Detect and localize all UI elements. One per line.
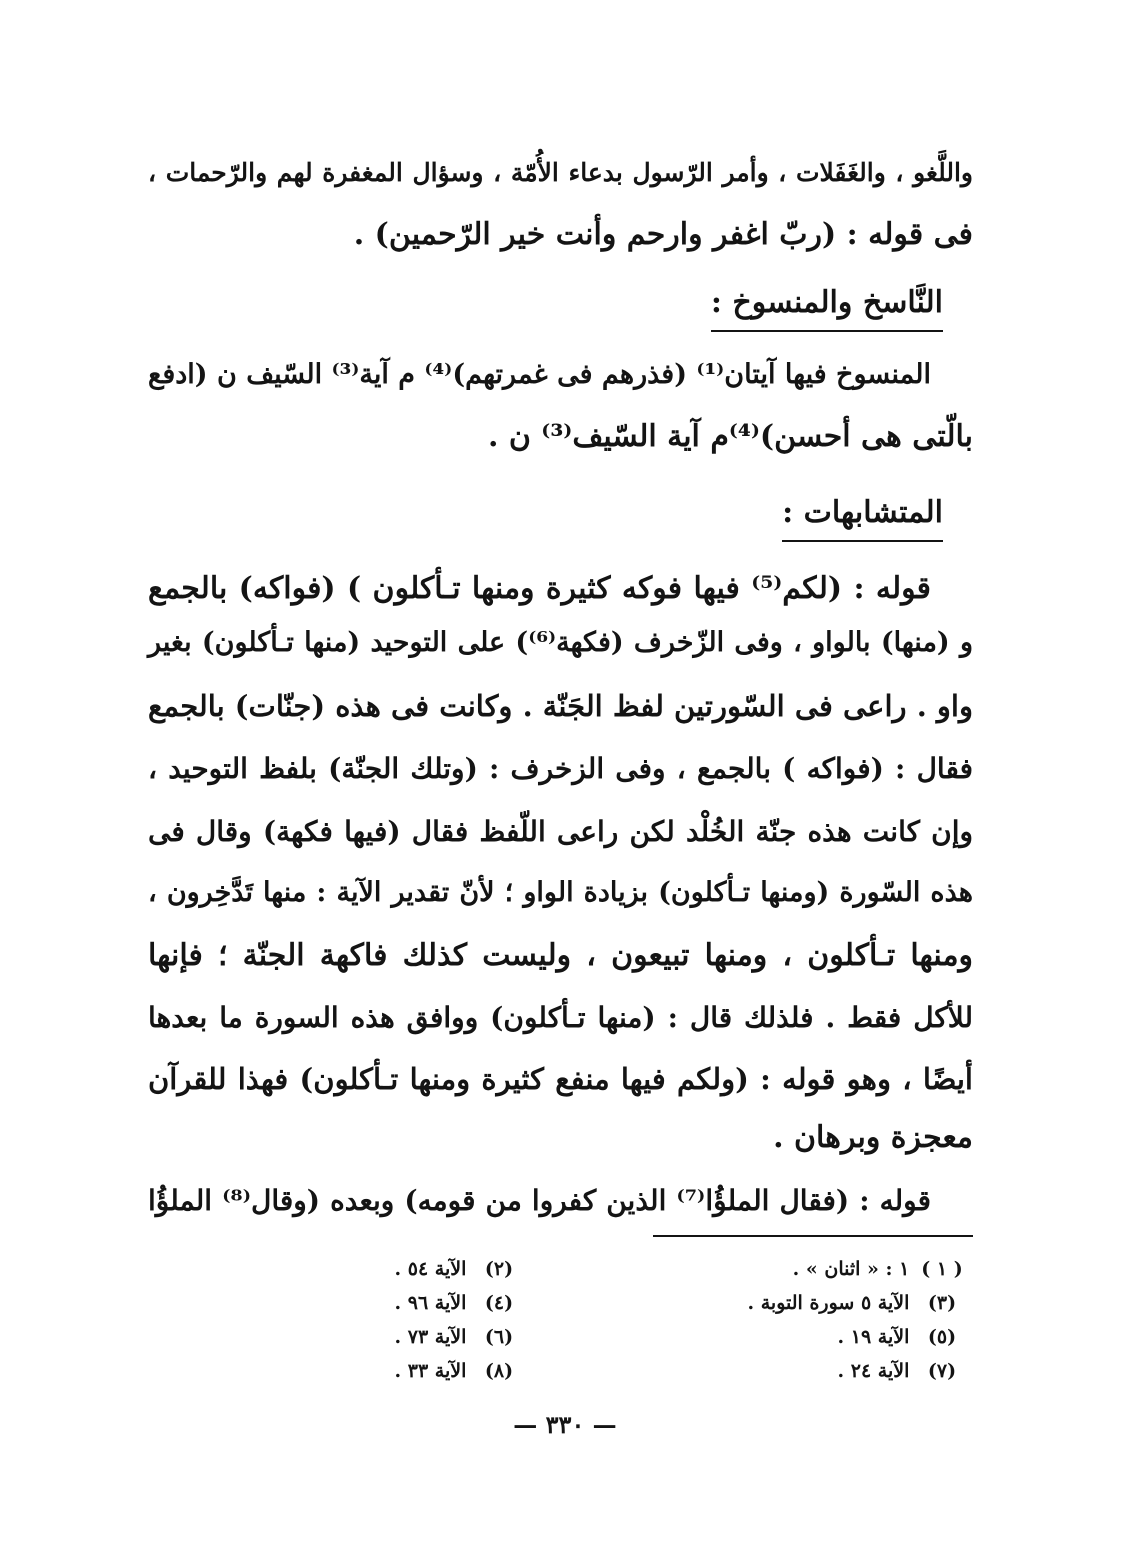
footnote-8 <box>395 1354 526 1388</box>
footnote-5 <box>838 1320 969 1354</box>
footnote-number: (٨) <box>484 1360 514 1382</box>
footnote-number: (٦) <box>484 1326 514 1348</box>
body-line: قوله : (فقال الملؤُا⁽⁷⁾ الذين كفروا من قومه) وبعده (وقال⁽⁸⁾ الملؤُا <box>148 1184 931 1217</box>
body-line: واو . راعى فى السّورتين لفظ الجَنّة . وكانت فى هذه (جنّات) بالجمع <box>148 689 973 723</box>
footnote-number: (٢) <box>484 1258 514 1280</box>
section-heading-similarities: المتشابهات : <box>782 490 943 542</box>
body-line: قوله : (لكم⁽⁵⁾ فيها فوكه كثيرة ومنها تـأكلون ) (فواكه) بالجمع <box>148 571 931 606</box>
footnote-6 <box>395 1320 526 1354</box>
footnote-number: (٤) <box>484 1292 514 1314</box>
footnote-text: الآية ١٩ . <box>837 1326 910 1348</box>
body-line: ومنها تـأكلون ، ومنها تبيعون ، وليست كذلك فاكهة الجنّة ؛ فإنها <box>148 938 973 973</box>
footnote-text: الآية ٢٤ . <box>837 1360 910 1382</box>
footnote-text: الآية ٩٦ . <box>394 1292 467 1314</box>
footnote-4 <box>395 1286 526 1320</box>
footnote-2 <box>395 1252 526 1286</box>
footnote-7 <box>838 1354 969 1388</box>
footnote-number: (٥) <box>927 1326 957 1348</box>
footnote-number: (٣) <box>927 1292 957 1314</box>
footnote-number: (٧) <box>927 1360 957 1382</box>
body-line: للأكل فقط . فلذلك قال : (منها تـأكلون) ووافق هذه السورة ما بعدها <box>148 1001 973 1034</box>
body-line: فقال : (فواكه ) بالجمع ، وفى الزخرف : (وتلك الجنّة) بلفظ التوحيد ، <box>148 752 973 785</box>
footnote-1 <box>793 1252 968 1286</box>
footnote-3 <box>748 1286 968 1320</box>
body-line: و (منها) بالواو ، وفى الزّخرف (فكهة⁽⁶⁾) على التوحيد (منها تـأكلون) بغير <box>148 627 974 658</box>
body-line: هذه السّورة (ومنها تـأكلون) بزيادة الواو ؛ لأنّ تقدير الآية : منها تَدَّخِرون ، <box>148 877 973 908</box>
body-line: بالّتى هى أحسن)⁽⁴⁾م آية السّيف⁽³⁾ ن . <box>487 419 973 454</box>
footnote-separator <box>653 1235 973 1237</box>
footnote-text: الآية ٥ سورة التوبة . <box>747 1292 910 1314</box>
body-line: واللَّغو ، والغَفَلات ، وأمر الرّسول بدعاء الأُمّة ، وسؤال المغفرة لهم والرّحمات ، <box>148 158 973 187</box>
body-line: المنسوخ فيها آيتان⁽¹⁾ (فذرهم فى غمرتهم)⁽⁴⁾ م آية⁽³⁾ السّيف ن (ادفع <box>147 359 931 390</box>
footnote-text: الآية ٧٣ . <box>394 1326 467 1348</box>
body-line: أيضًا ، وهو قوله : (ولكم فيها منفع كثيرة ومنها تـأكلون) فهذا للقرآن <box>148 1062 973 1096</box>
section-heading-abrogation: النَّاسخ والمنسوخ : <box>711 280 943 332</box>
body-line: فى قوله : (ربّ اغفر وارحم وأنت خير الرّحمين) . <box>353 217 973 252</box>
footnote-text: ١ : « اثنان » . <box>792 1258 910 1280</box>
body-line: وإن كانت هذه جنّة الخُلْد لكن راعى اللّفظ فقال (فيها فكهة) وقال فى <box>148 815 973 848</box>
page-number: — ٣٣٠ — <box>513 1410 617 1439</box>
footnote-text: الآية ٣٣ . <box>394 1360 467 1382</box>
body-line: معجزة وبرهان . <box>773 1120 973 1155</box>
footnote-number: ( ١ ) <box>921 1258 963 1280</box>
footnote-text: الآية ٥٤ . <box>394 1258 467 1280</box>
